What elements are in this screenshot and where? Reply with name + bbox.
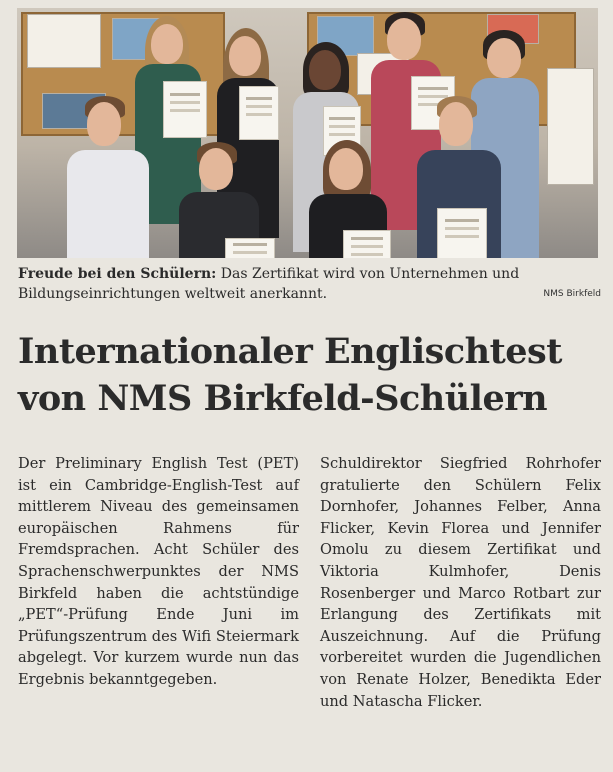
wall-sheet [547,68,594,185]
group-photo [17,8,598,258]
certificate [343,230,391,258]
article-headline: Internationaler Englischtest von NMS Birkfeld-Schülern [18,331,562,419]
certificate [437,208,487,258]
photo-caption [18,264,603,304]
certificate [225,238,275,258]
caption-text: Das Zertifikat wird von Unternehmen und Bildungseinrichtungen weltweit anerkannt. [18,266,520,302]
article-column-left: Der Preliminary English Test (PET) ist ein Cambridge-English-Test auf mittlerem Niveau des gemeinsamen europäischen Rahmens für Fremdsprachen. Acht Schüler des Sprachenschwerpunktes der NMS Birkfeld haben die achtstündige „PET“-Prüfung Ende Juni im Prüfungszentrum des Wifi Steiermark abgelegt. Vor kurzem wurde nun das Ergebnis bekanntgegeben. [18,455,299,688]
certificate [239,86,279,140]
article-column-right: Schuldirektor Siegfried Rohrhofer gratulierte den Schülern Felix Dornhofer, Johannes Felber, Anna Flicker, Kevin Florea und Jennifer Omolu zu diesem Zertifikat und Viktoria Kulmhofer, Denis Rosenberger und Marco Rotbart zur Erlangung des Zertifikats mit Auszeichnung. Auf die Prüfung vorbereitet wurden die Jugendlichen von Renate Holzer, Benedikta Eder und Natascha Flicker. [320,455,601,710]
certificate [163,81,207,138]
caption-lead: Freude bei den Schülern: [18,266,217,282]
photo-credit: NMS Birkfeld [543,289,601,299]
alphabet-poster [27,14,101,68]
